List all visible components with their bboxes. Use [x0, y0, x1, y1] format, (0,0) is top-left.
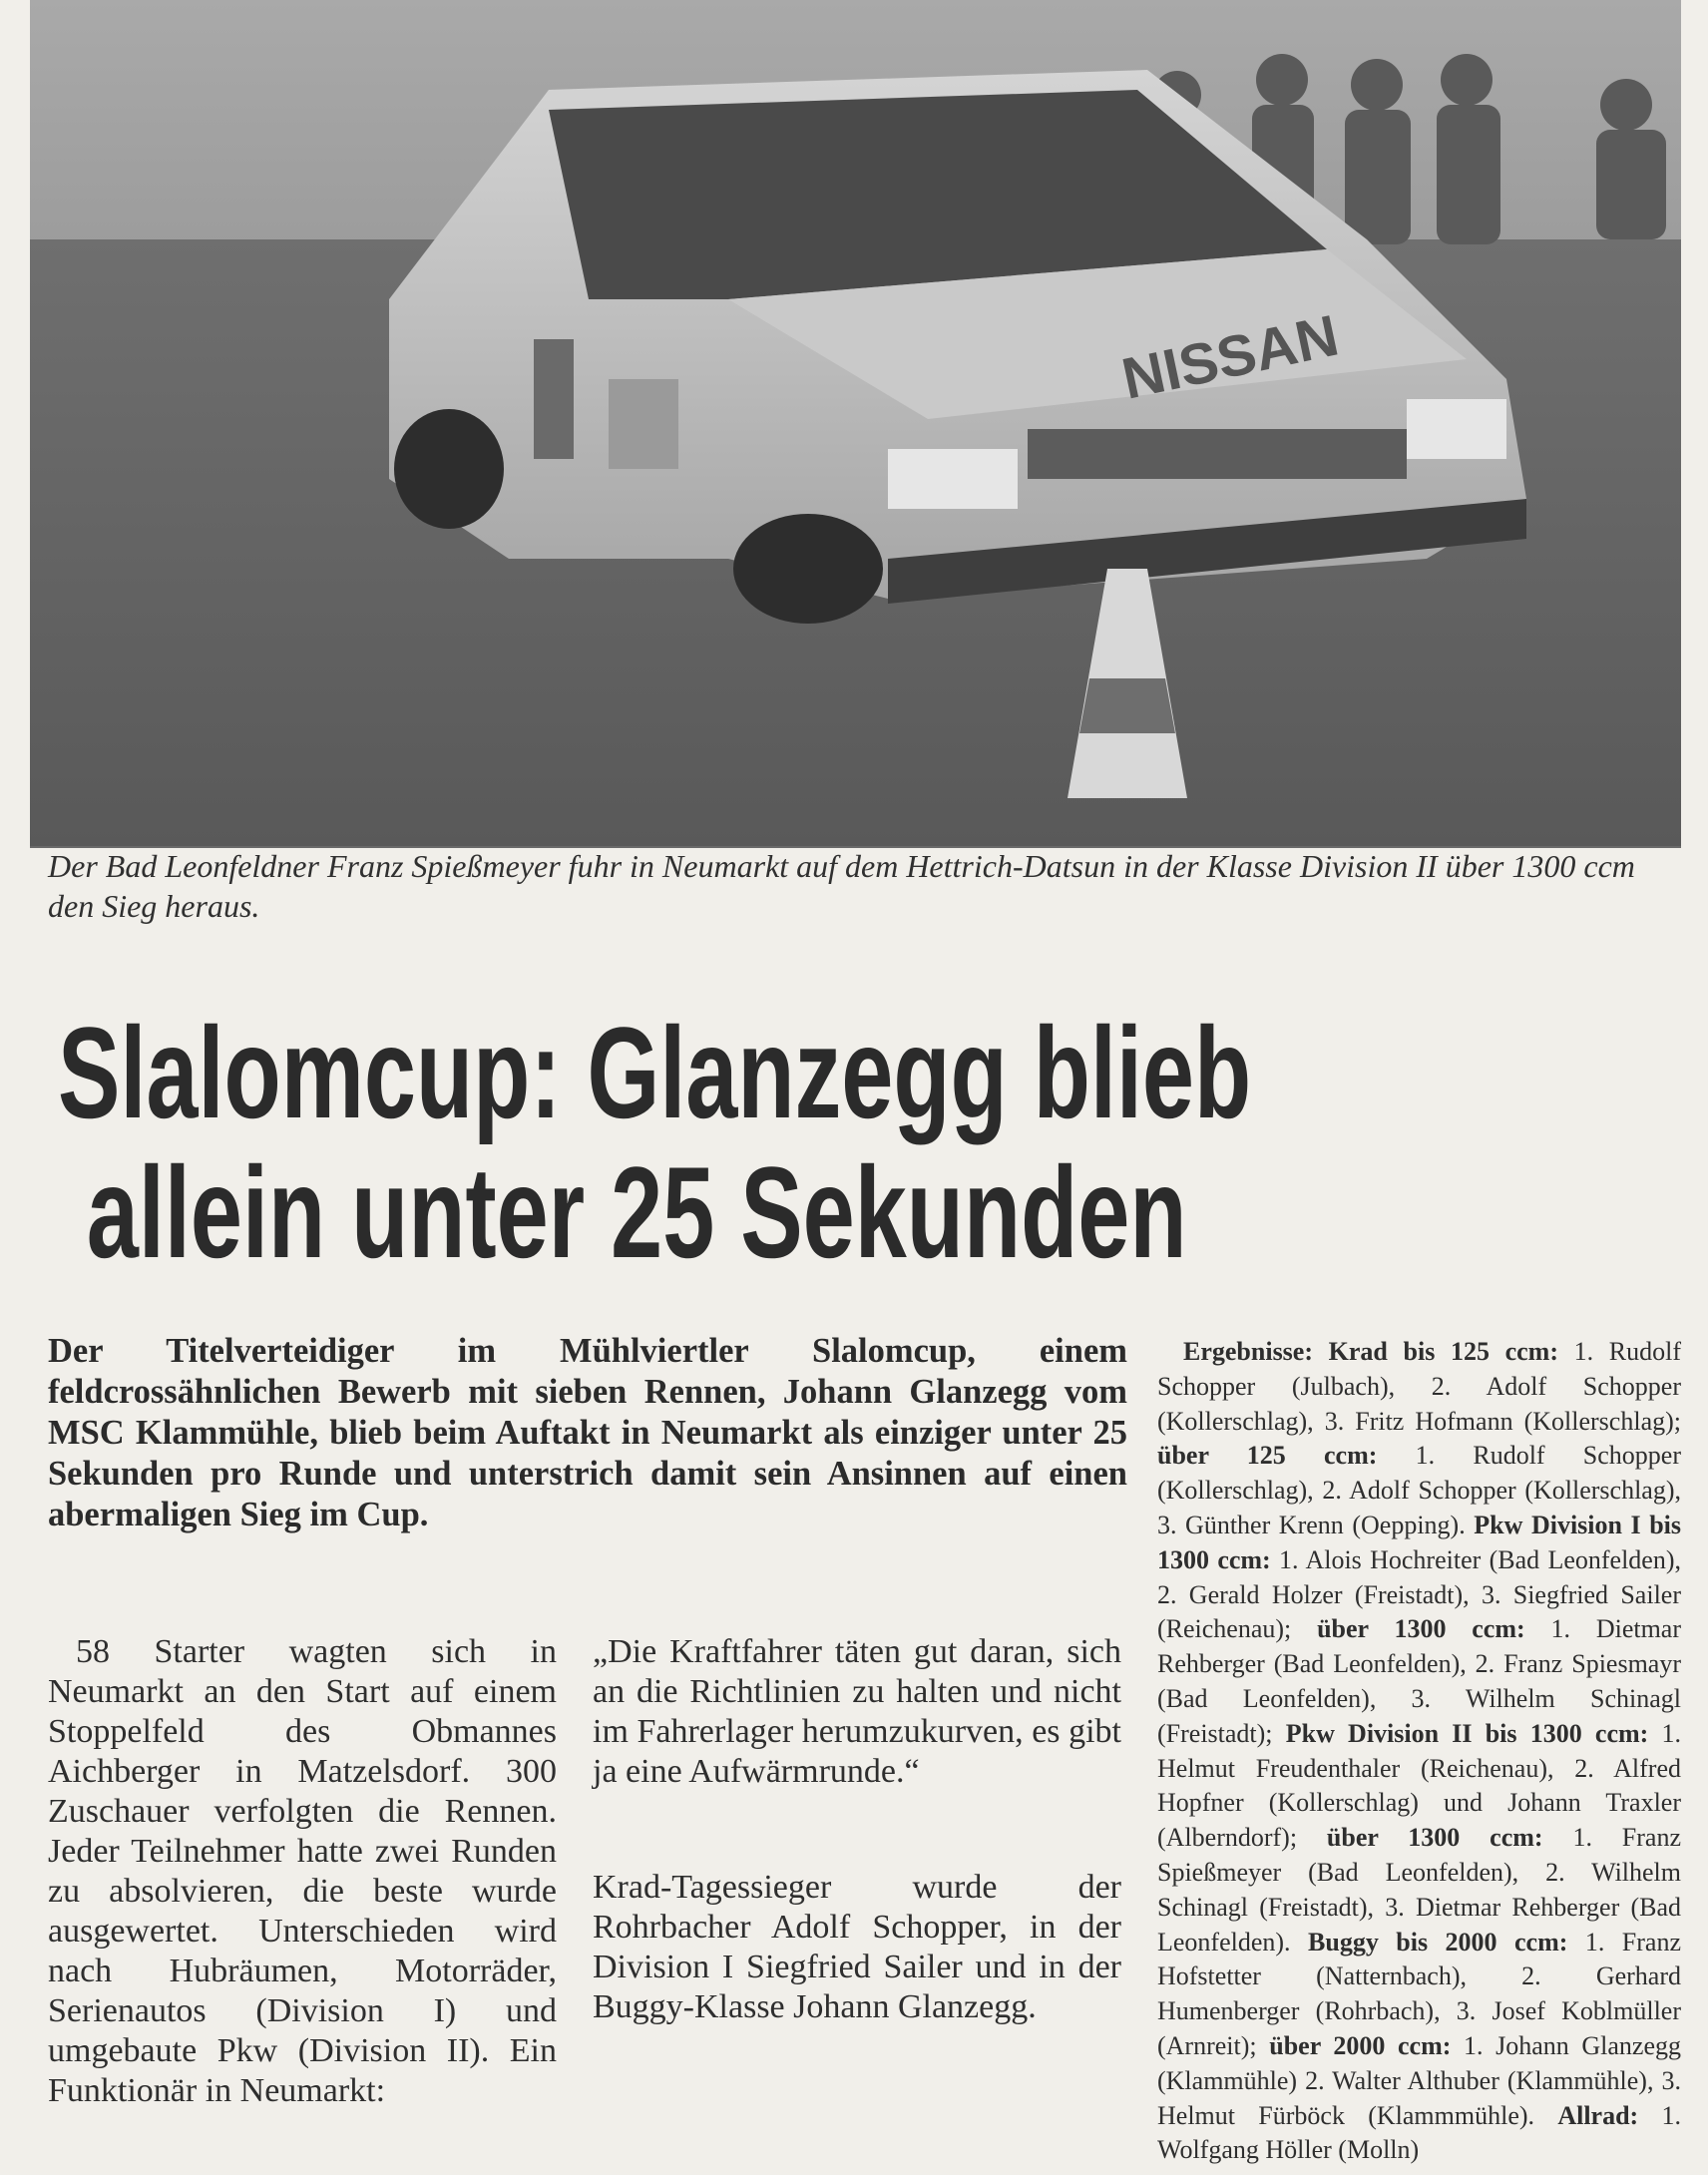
- results-text: 1. Rudolf Schopper (Julbach), 2. Adolf Schopper (Kollerschlag), 3. Fritz Hofmann (Kollerschlag);: [1157, 1337, 1681, 1436]
- results-text: 1. Helmut Freudenthaler (Reichenau), 2. Alfred Hopfner (Kollerschlag) und Johann Traxler (Alberndorf);: [1157, 1718, 1682, 1853]
- results-text: 1. Franz Spießmeyer (Bad Leonfelden), 2. Wilhelm Schinagl (Freistadt), 3. Dietmar Rehberger (Bad Leonfelden).: [1157, 1823, 1681, 1957]
- results-text: 1. Dietmar Rehberger (Bad Leonfelden), 2. Franz Spiesmayr (Bad Leonfelden), 3. Wilhelm Schinagl (Freistadt);: [1157, 1614, 1682, 1748]
- body-paragraph: 58 Starter wagten sich in Neumarkt an den Start auf einem Stoppelfeld des Obmannes Aichberger in Matzelsdorf. 300 Zuschauer verfolgten die Rennen. Jeder Teilnehmer hatte zwei Runden zu absolvieren, die beste wurde ausgewertet. Unterschieden wird nach Hubräumen, Motorräder, Serienautos (Division I) und umgebaute Pkw (Division II). Ein Funktionär in Neumarkt:: [48, 1633, 557, 2109]
- headline-line-1: Slalomcup: Glanzegg blieb: [58, 1000, 1252, 1145]
- article-column-1: [48, 1632, 557, 2111]
- results-text: 1. Alois Hochreiter (Bad Leonfelden), 2. Gerald Holzer (Freistadt), 3. Siegfried Sailer (Reichenau);: [1157, 1544, 1681, 1644]
- results-class: Pkw Division I bis 1300 ccm:: [1157, 1510, 1681, 1574]
- article-photo: [30, 0, 1681, 848]
- results-class: über 2000 ccm:: [1269, 2030, 1452, 2060]
- results-class: Pkw Division II bis 1300 ccm:: [1285, 1718, 1649, 1748]
- photo-caption: Der Bad Leonfeldner Franz Spießmeyer fuhr in Neumarkt auf dem Hettrich-Datsun in der Klasse Division II über 1300 ccm den Sieg heraus.: [48, 848, 1635, 924]
- results-class: über 1300 ccm:: [1326, 1823, 1543, 1853]
- car-logo-text: NISSAN: [1116, 302, 1345, 412]
- results-class: über 1300 ccm:: [1317, 1614, 1525, 1644]
- results-class: Allrad:: [1557, 2100, 1639, 2130]
- results-class: über 125 ccm:: [1157, 1441, 1378, 1471]
- rally-car-photo: [30, 0, 1681, 846]
- headline: [58, 1000, 1252, 1285]
- results-text: 1. Johann Glanzegg (Klammühle) 2. Walter Althuber (Klammühle), 3. Helmut Fürböck (Klammmühle).: [1157, 2030, 1681, 2130]
- results-text: 1. Rudolf Schopper (Kollerschlag), 2. Adolf Schopper (Kollerschlag), 3. Günther Krenn (Oepping).: [1157, 1441, 1681, 1539]
- lead-paragraph: Der Titelverteidiger im Mühlviertler Slalomcup, einem feldcrossähnlichen Bewerb mit sieben Rennen, Johann Glanzegg vom MSC Klammühle, blieb beim Auftakt in Neumarkt als einziger unter 25 Sekunden pro Runde und unterstrich damit sein Ansinnen auf einen abermaligen Sieg im Cup.: [48, 1332, 1127, 1533]
- results-class: Buggy bis 2000 ccm:: [1308, 1927, 1568, 1957]
- results-text: 1. Wolfgang Höller (Molln): [1157, 2100, 1682, 2165]
- results-text: 1. Franz Hofstetter (Natternbach), 2. Gerhard Humenberger (Rohrbach), 3. Josef Koblmüller (Arnreit);: [1157, 1927, 1682, 2060]
- headline-line-2: allein unter 25 Sekunden: [86, 1139, 1187, 1285]
- article-column-2: [593, 1632, 1121, 2027]
- results-column: [1157, 1335, 1681, 2168]
- results-heading: Ergebnisse: Krad bis 125 ccm:: [1183, 1337, 1558, 1366]
- winners-paragraph: Krad-Tagessieger wurde der Rohrbacher Adolf Schopper, in der Division I Siegfried Sailer und in der Buggy-Klasse Johann Glanzegg.: [593, 1869, 1121, 2025]
- quote-paragraph: „Die Kraftfahrer täten gut daran, sich an die Richtlinien zu halten und nicht im Fahrerlager herumzukurven, es gibt ja eine Aufwärmrunde.“: [593, 1633, 1121, 1790]
